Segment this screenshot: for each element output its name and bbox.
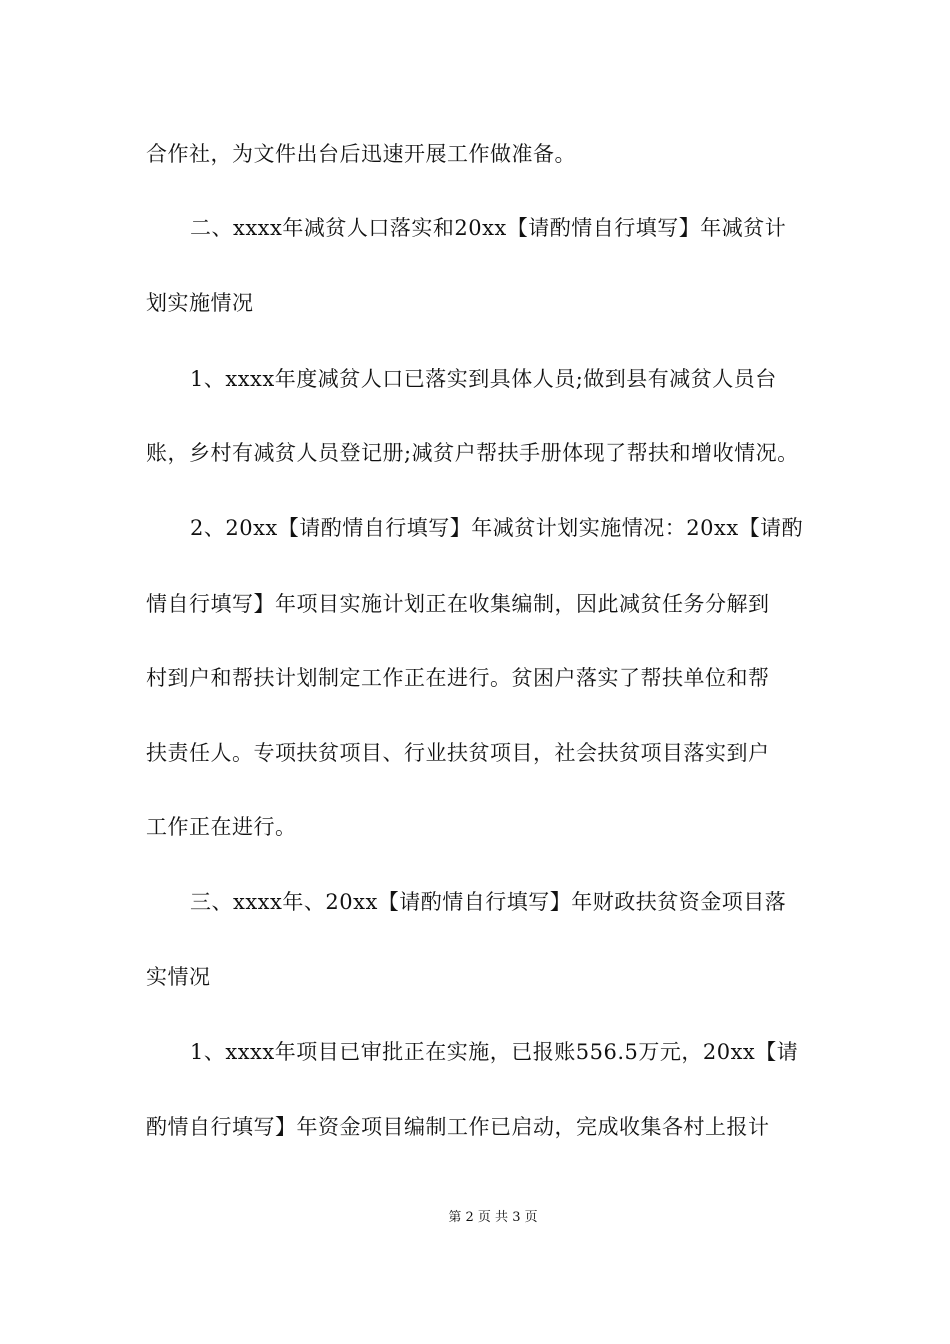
page-number-footer: 第 2 页 共 3 页 <box>448 1210 538 1225</box>
text-line: 扶责任人。专项扶贫项目、行业扶贫项目，社会扶贫项目落实到户 <box>146 741 770 765</box>
text-line: 情自行填写】年项目实施计划正在收集编制，因此减贫任务分解到 <box>146 592 770 616</box>
text-line: 工作正在进行。 <box>146 815 297 839</box>
text-line: 村到户和帮扶计划制定工作正在进行。贫困户落实了帮扶单位和帮 <box>146 666 770 690</box>
text-line: 1、xxxx年项目已审批正在实施，已报账556.5万元，20xx【请 <box>190 1040 799 1064</box>
section-heading-continued: 划实施情况 <box>146 291 254 315</box>
text-line: 酌情自行填写】年资金项目编制工作已启动，完成收集各村上报计 <box>146 1115 770 1139</box>
text-line: 2、20xx【请酌情自行填写】年减贫计划实施情况：20xx【请酌 <box>190 516 804 540</box>
section-heading: 三、xxxx年、20xx【请酌情自行填写】年财政扶贫资金项目落 <box>190 890 787 914</box>
text-line: 账，乡村有减贫人员登记册;减贫户帮扶手册体现了帮扶和增收情况。 <box>146 441 799 465</box>
section-heading-continued: 实情况 <box>146 965 211 989</box>
text-line: 1、xxxx年度减贫人口已落实到具体人员;做到县有减贫人员台 <box>190 367 777 391</box>
section-heading: 二、xxxx年减贫人口落实和20xx【请酌情自行填写】年减贫计 <box>190 216 787 240</box>
text-line: 合作社，为文件出台后迅速开展工作做准备。 <box>146 142 576 166</box>
